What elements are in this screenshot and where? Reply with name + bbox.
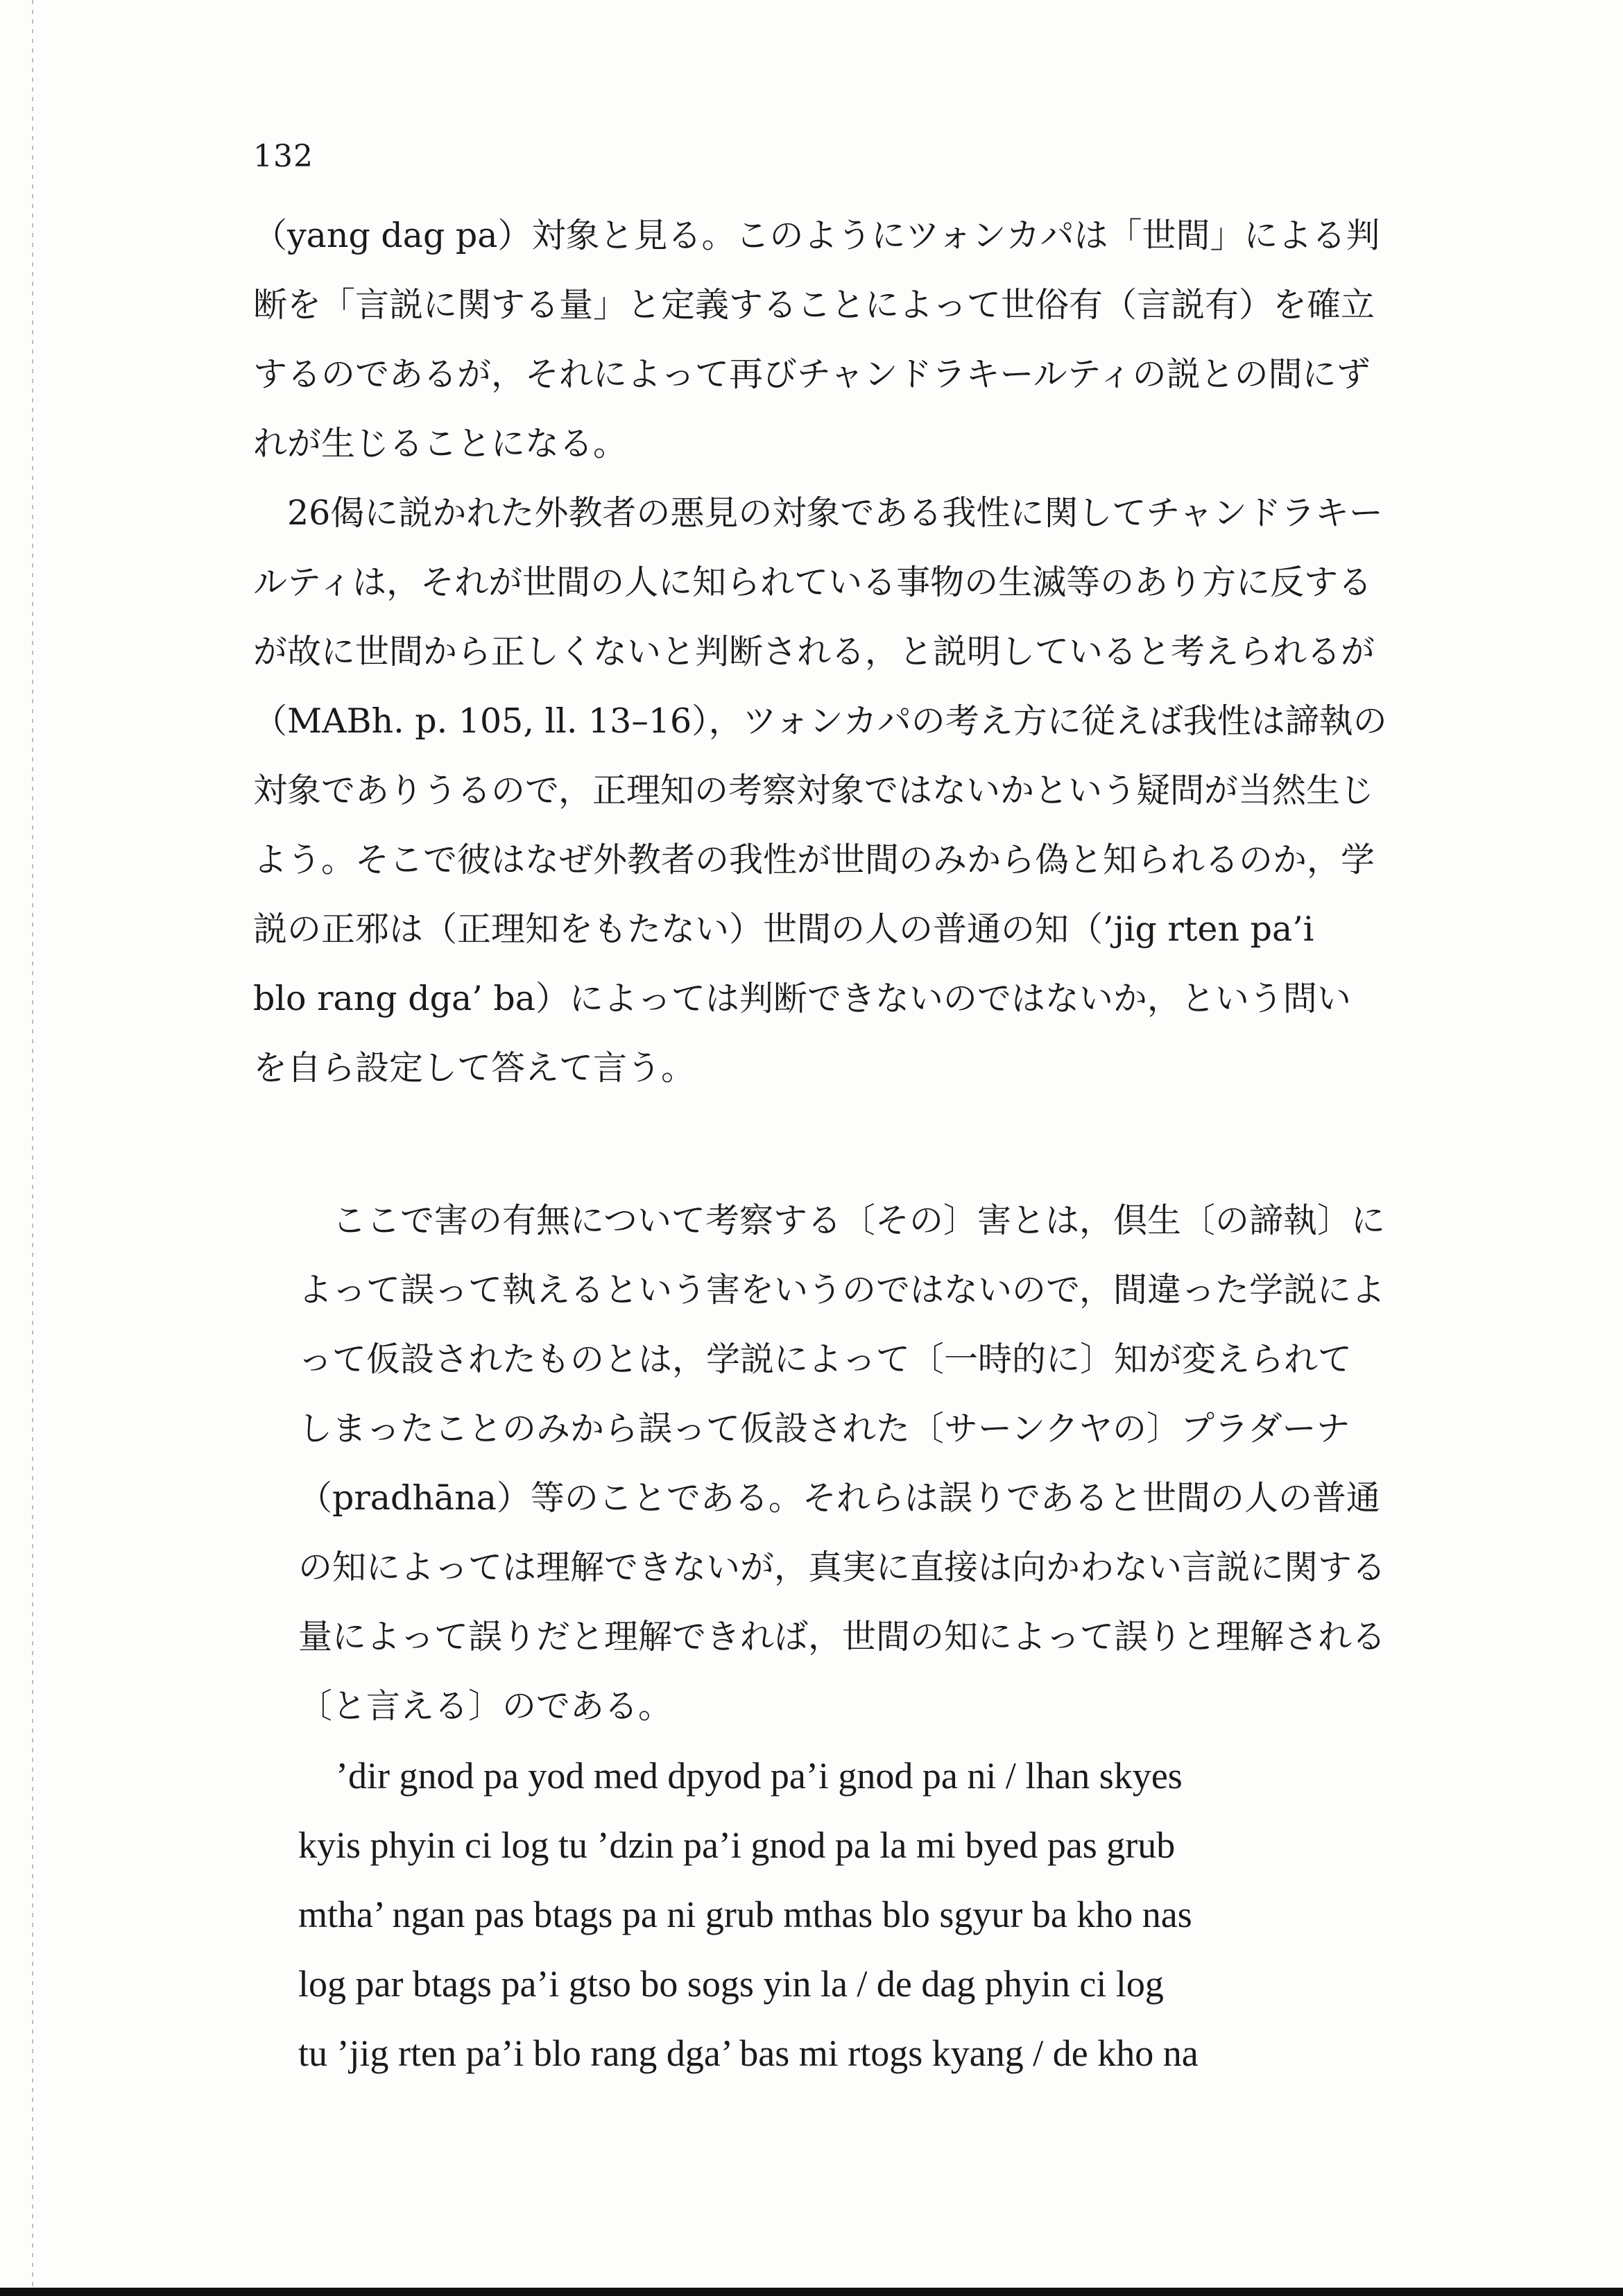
text-line: よう。そこで彼はなぜ外教者の我性が世間のみから偽と知られるのか，学 [253,840,1375,880]
quote-translation [298,1186,1413,1741]
text-line: （MABh. p. 105, ll. 13–16），ツォンカパの考え方に従えば我性は諦執の [253,701,1387,741]
text-line: ここで害の有無について考察する〔その〕害とは，倶生〔の諦執〕に [298,1201,1386,1240]
text-line: しまったことのみから誤って仮設された〔サーンクヤの〕プラダーナ [298,1409,1350,1448]
text-line: kyis phyin ci log tu ’dzin pa’i gnod pa la mi byed pas grub [298,1824,1176,1866]
text-line: ルティは，それが世間の人に知られている事物の生滅等のあり方に反する [253,563,1373,602]
text-line: tu ’jig rten pa’i blo rang dga’ bas mi rtogs kyang / de kho na [298,2032,1199,2074]
text-line: 量によって誤りだと理解できれば，世間の知によって誤りと理解される [298,1617,1386,1656]
text-line: blo rang dga’ ba）によっては判断できないのではないか，という問い [253,979,1351,1018]
text-line: 説の正邪は（正理知をもたない）世間の人の普通の知（’jig rten pa’i [253,909,1314,949]
text-line: 〔と言える〕のである。 [298,1686,673,1726]
text-line: って仮設されたものとは，学説によって〔一時的に〕知が変えられて [298,1339,1352,1379]
text-line: （pradhāna）等のことである。それらは誤りであると世間の人の普通 [298,1478,1380,1518]
text-line: するのであるが，それによって再びチャンドラキールティの説との間にず [253,354,1371,394]
text-line: 対象でありうるので，正理知の考察対象ではないかという疑問が当然生じ [253,771,1375,810]
paragraph-2 [253,479,1413,1103]
text-line: の知によっては理解できないが，真実に直接は向かわない言説に関する [298,1548,1386,1587]
quote-tibetan-transliteration [298,1741,1413,2088]
text-line: ’dir gnod pa yod med dpyod pa’i gnod pa ni / lhan skyes [298,1755,1183,1797]
text-line: れが生じることになる。 [253,424,628,463]
text-line: 断を「言説に関する量」と定義することによって世俗有（言説有）を確立 [253,285,1375,325]
text-line: を自ら設定して答えて言う。 [253,1048,696,1088]
paragraph-1 [253,201,1413,479]
binding-edge-rule [32,0,33,2296]
text-line: mtha’ ngan pas btags pa ni grub mthas blo sgyur ba kho nas [298,1894,1192,1935]
text-line: log par btags pa’i gtso bo sogs yin la / de dag phyin ci log [298,1963,1164,2005]
text-line: （yang dag pa）対象と見る。このようにツォンカパは「世間」による判 [253,216,1380,255]
text-line: よって誤って執えるという害をいうのではないので，間違った学説によ [298,1270,1386,1310]
scan-bottom-edge [0,2288,1623,2296]
text-line: 26偈に説かれた外教者の悪見の対象である我性に関してチャンドラキー [253,493,1383,533]
text-line: が故に世間から正しくないと判断される，と説明していると考えられるが [253,632,1375,671]
page-number: 132 [253,139,314,174]
